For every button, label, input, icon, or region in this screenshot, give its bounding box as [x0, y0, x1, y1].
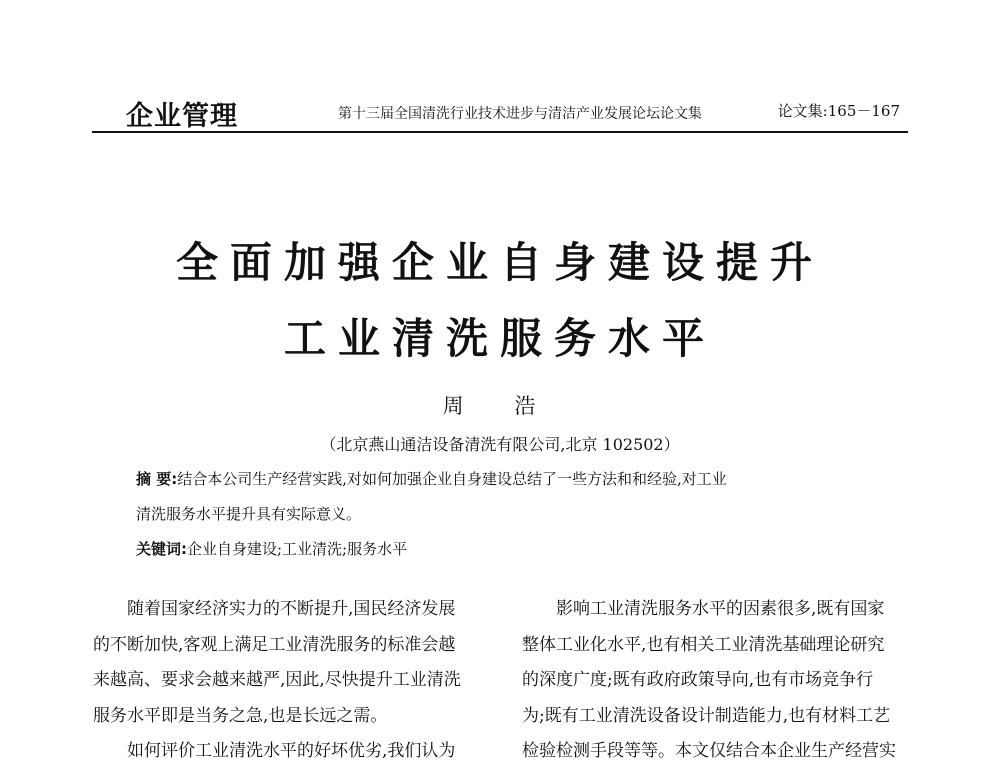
abstract-text-2: 清洗服务水平提升具有实际意义。	[136, 505, 362, 523]
title-line-1: 全面加强企业自身建设提升	[175, 238, 824, 287]
body-line: 如何评价工业清洗水平的好坏优劣,我们认为	[127, 741, 456, 761]
body-column-right	[522, 592, 920, 770]
title-line-2: 工业清洗服务水平	[283, 314, 716, 363]
abstract-label: 摘 要:	[136, 470, 178, 488]
body-line: 为;既有工业清洗设备设计制造能力,也有材料工艺	[522, 705, 891, 726]
body-line: 整体工业化水平,也有相关工业清洗基础理论研究	[522, 634, 885, 655]
body-line: 随着国家经济实力的不断提升,国民经济发展	[127, 599, 456, 619]
keywords-label: 关键词:	[136, 540, 187, 558]
abstract-text-1: 结合本公司生产经营实践,对如何加强企业自身建设总结了一些方法和和经验,对工业	[177, 470, 727, 488]
conference-name: 第十三届全国清洗行业技术进步与清洁产业发展论坛论文集	[338, 106, 702, 122]
abstract-line-2	[136, 503, 361, 524]
abstract-line-1	[136, 468, 727, 489]
body-line: 的深度广度;既有政府政策导向,也有市场竞争行	[522, 670, 874, 690]
affiliation: （北京燕山通洁设备清洗有限公司,北京 102502）	[320, 435, 680, 454]
body-line: 来越高、要求会越来越严,因此,尽快提升工业清洗	[93, 670, 461, 690]
author: 周 浩	[442, 394, 558, 418]
body-line: 的不断加快,客观上满足工业清洗服务的标准会越	[93, 634, 456, 655]
page-reference: 论文集:165－167	[777, 102, 900, 120]
running-header	[92, 90, 908, 130]
section-tag: 企业管理	[126, 101, 238, 132]
body-line: 影响工业清洗服务水平的因素很多,既有国家	[556, 599, 885, 619]
body-column-left	[93, 592, 485, 770]
body-line: 服务水平即是当务之急,也是长远之需。	[93, 705, 388, 726]
keywords	[136, 538, 407, 559]
body-line: 检验检测手段等等。本文仅结合本企业生产经营实	[522, 741, 896, 761]
keywords-text: 企业自身建设;工业清洗;服务水平	[187, 540, 408, 558]
header-rule	[92, 131, 908, 133]
